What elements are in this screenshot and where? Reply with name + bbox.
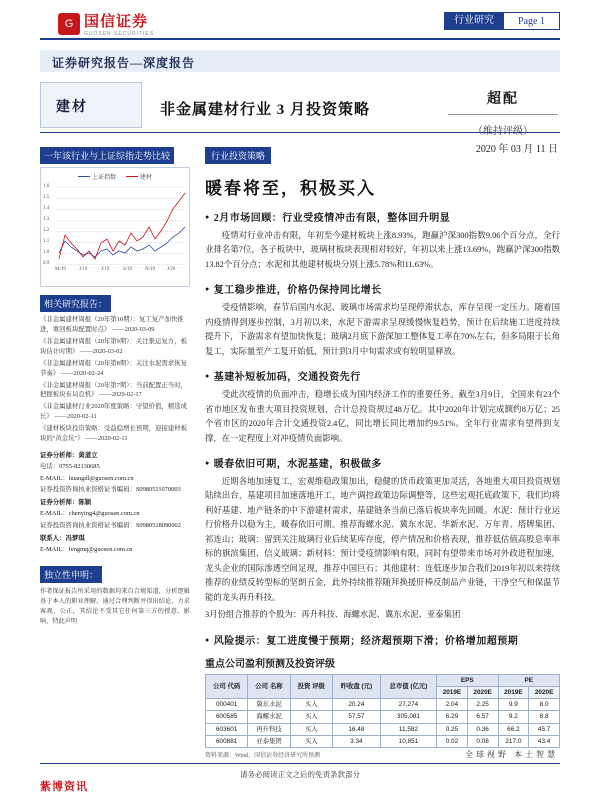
section-heading-4: ● 暖春依旧可期，水泥基建，积极做多 xyxy=(205,455,560,470)
cell-rating: 买入 xyxy=(290,699,332,711)
cell-code: 600585 xyxy=(206,711,248,723)
legend-item-sector xyxy=(126,172,152,181)
cell-mktcap: 27,274 xyxy=(380,699,436,711)
footer-rule xyxy=(40,763,560,764)
industry-label: 建材 xyxy=(56,100,88,115)
cell-pe19: 9.9 xyxy=(498,699,529,711)
chart-legend xyxy=(41,168,189,181)
cell-eps20: 0.36 xyxy=(467,723,498,735)
analyst-2-name: 证券分析师：陈颖 xyxy=(40,499,92,507)
title-rule xyxy=(40,132,560,133)
th-close: 昨收盘 (元) xyxy=(332,674,380,699)
cell-name: 亚泰集团 xyxy=(248,735,290,747)
cell-name: 再升科技 xyxy=(248,723,290,735)
analyst-1-email[interactable]: E-MAIL：huangdl@guosen.com.cn xyxy=(40,474,134,482)
cell-eps20: 6.57 xyxy=(467,711,498,723)
th-rating: 投资 评级 xyxy=(290,674,332,699)
th-eps-2020: 2020E xyxy=(467,686,498,698)
analyst-1-license: 证券投资咨询执业资格证书编码：S0980511070003 xyxy=(40,485,181,493)
logo-mark-icon: G xyxy=(58,13,80,35)
cell-pe20: 43.4 xyxy=(529,735,560,747)
chart-ytick-5: 1.1 xyxy=(43,239,50,244)
earnings-forecast-table xyxy=(205,674,560,749)
independence-text: 作者保证报告所采用的数据均来自合规渠道，分析逻辑基于本人的职业理解，通过合理判断并得出结论，力求客观、公正，其结论不受其它任何第三方的授意、影响，特此声明 xyxy=(40,588,190,626)
cell-eps19: 2.04 xyxy=(437,699,468,711)
cell-pe19: 9.2 xyxy=(498,711,529,723)
chart-ytick-4: 1.2 xyxy=(43,228,50,233)
cell-code: 600881 xyxy=(206,735,248,747)
cell-pe20: 8.8 xyxy=(529,711,560,723)
legend-line-icon xyxy=(78,176,90,177)
chart-ytick-7: 0.9 xyxy=(43,261,50,266)
related-report-item[interactable]: 《非金属建材行业2020年度策略：守望价值，精选成长》 ——2020-02-11 xyxy=(40,403,187,421)
cell-pe19: 66.2 xyxy=(498,723,529,735)
related-reports-list xyxy=(40,315,190,444)
analyst-block xyxy=(40,451,190,555)
related-report-item[interactable]: 《非金属建材周报（20年第7期）：当前配置正当时，把握板块布局良机》 ——2020-02-17 xyxy=(40,381,187,399)
cell-eps19: 0.02 xyxy=(437,735,468,747)
cell-eps19: 0.25 xyxy=(437,723,468,735)
analyst-2-email[interactable]: E-MAIL：chenying4@guosen.com.cn xyxy=(40,510,140,518)
header-page-number: Page 1 xyxy=(503,12,560,30)
chart-ytick-0: 1.6 xyxy=(43,184,50,189)
cell-rating: 买入 xyxy=(290,711,332,723)
company-logo xyxy=(58,10,154,37)
header-rule xyxy=(40,38,560,40)
footer-slogan: 全球视野 本土智慧 xyxy=(465,750,558,759)
table-row xyxy=(206,711,560,723)
cell-name: 冀东水泥 xyxy=(248,699,290,711)
chart-xtick-2: J/19 xyxy=(101,267,110,272)
cell-eps20: 2.25 xyxy=(467,699,498,711)
rating-value: 超配 xyxy=(487,92,519,107)
content-tag: 行业投资策略 xyxy=(205,147,271,164)
cell-rating: 买入 xyxy=(290,735,332,747)
legend-item-index xyxy=(78,172,116,181)
section-text-4b: 3月份组合推荐的个股为：再升科技、海螺水泥、冀东水泥、亚泰集团 xyxy=(205,610,461,620)
th-pe: PE xyxy=(498,674,559,686)
section-text-3: 受此次疫情的负面冲击，稳增长成为国内经济工作的重要任务。截至3月9日，全国来有23个省市地区发布重大项目投资规划，合计总投资规过48万亿。其中2020年计划完成额约8万亿；25个省市区的2020年合计交通投资2.4亿，同比增长同比增加约9.51%。全年行业需求有望得到支撑，在一定程度上对冲疫情负面影响。 xyxy=(205,390,560,443)
table-source: 资料来源：Wind、国信证券经济研究所预测 xyxy=(205,753,321,760)
cell-eps19: 6.29 xyxy=(437,711,468,723)
analyst-1-name: 证券分析师：黄道立 xyxy=(40,452,98,460)
chart-xtick-5: J/20 xyxy=(167,267,176,272)
chart-series-svg xyxy=(41,181,189,273)
footer-brand: 紫博资讯 xyxy=(40,781,88,793)
th-mktcap: 总市值 (亿元) xyxy=(380,674,436,699)
cell-mktcap: 11,582 xyxy=(380,723,436,735)
section-heading-3: ● 基建补短板加码，交通投资先行 xyxy=(205,368,560,383)
page-header xyxy=(0,0,600,42)
section-heading-1: ● 2月市场回顾：行业受疫情冲击有限，整体回升明显 xyxy=(205,209,560,224)
contact-email[interactable]: E-MAIL：fengmq@guosen.com.cn xyxy=(40,546,133,554)
contact-name: 联系人：冯梦琪 xyxy=(40,534,85,542)
cell-close: 20.24 xyxy=(332,699,380,711)
table-title: 重点公司盈利预测及投资评级 xyxy=(205,658,335,670)
logo-text-cn: 国信证券 xyxy=(84,13,149,30)
related-report-item[interactable]: 《非金属建材周报（20年第8期）：关注水泥需求恢复节奏》 ——2020-02-24 xyxy=(40,359,187,377)
th-eps: EPS xyxy=(437,674,498,686)
th-eps-2019: 2019E xyxy=(437,686,468,698)
chart-title: 一年该行业与上证综指走势比较 xyxy=(40,147,174,164)
cell-close: 3.34 xyxy=(332,735,380,747)
cell-rating: 买入 xyxy=(290,723,332,735)
cell-code: 603601 xyxy=(206,723,248,735)
th-name: 公司 名称 xyxy=(248,674,290,699)
main-content xyxy=(205,146,560,759)
table-row xyxy=(206,735,560,747)
rating-subtext: （维持评级） xyxy=(473,126,533,137)
chart-xtick-1: J/19 xyxy=(79,267,88,272)
cell-name: 海螺水泥 xyxy=(248,711,290,723)
related-report-item[interactable]: 《建材板块投资策略：受益稳增长预期，迎接建材板块的"黄金坑"》 ——2020-02-11 xyxy=(40,425,187,443)
cell-eps20: 0.08 xyxy=(467,735,498,747)
chart-xtick-3: S/19 xyxy=(123,267,133,272)
table-row xyxy=(206,723,560,735)
page-title: 非金属建材行业 3 月投资策略 xyxy=(160,102,371,118)
chart-ytick-1: 1.5 xyxy=(43,195,50,200)
th-pe-2020: 2020E xyxy=(529,686,560,698)
trend-chart xyxy=(40,167,190,287)
related-report-item[interactable]: 《非金属建材周报（20年第9期）：关注集运复方，板块估计时期》 ——2020-03-02 xyxy=(40,337,187,355)
section-text-2: 受疫情影响，春节后国内水泥、玻璃市场需求均呈现停滞状态，库存呈现一定压力。随着国内疫情得到逐步控制，3月初以来，水泥下游需求呈现缓慢恢复趋势，预计在后续施工进度持续提升下，下游需求有望加快恢复；玻璃2月底下游深加工整体复工率在70%左右，但多局限于长角复工，实际量至产工复开始低，预计到3月中旬需求或有较明显释放。 xyxy=(205,303,560,356)
related-report-item[interactable]: 《非金属建材周报（20年第10期）：复工复产加快推进，重回板块配置时点》 ——2020-03-09 xyxy=(40,316,184,333)
legend-line-red-icon xyxy=(126,176,138,177)
header-category-tag: 行业研究 xyxy=(444,12,504,30)
rating-sub-block xyxy=(448,118,558,137)
report-date: 2020 年 03 月 11 日 xyxy=(475,144,558,155)
chart-plot-area xyxy=(41,181,189,273)
header-tags xyxy=(444,12,560,30)
independence-heading: 独立性申明： xyxy=(40,566,102,583)
headline: 暖春将至，积极买入 xyxy=(205,179,376,198)
logo-text-en: GUOSEN SECURITIES xyxy=(84,31,155,37)
cell-code: 000401 xyxy=(206,699,248,711)
table-row xyxy=(206,699,560,711)
chart-ytick-3: 1.3 xyxy=(43,217,50,222)
cell-mktcap: 305,081 xyxy=(380,711,436,723)
th-code: 公司 代码 xyxy=(206,674,248,699)
chart-xtick-4: N/19 xyxy=(145,267,155,272)
legend-label-index: 上证指数 xyxy=(91,175,116,181)
analyst-2-license: 证券投资咨询执业资格证书编码：S0980518090002 xyxy=(40,521,181,529)
rating-block xyxy=(448,88,558,108)
section-text-4: 近期各地加速复工，宏观维稳政策加出，稳健的货币政策更加灵活，各地重大项目投资规划陆续出台，基建项目加速落地开工，地产调控政策边际调整等，这些宏观托底政策下，我们均将利好基建、地产链条的中下游建材需求，基建链条当前已落后板块率先回暖。水泥：预计行业运行价格升以稳为主，暖春依旧可期。推荐海螺水泥、冀东水泥、华新水泥、万年青、塔牌集团、祁连山；玻璃：留到关注玻璃行业后续某库存度，停产情况和价格表现，推荐低估值高股息率率标的旗滨集团、信义玻璃；新材料：预计受疫情影响有限，同时有望带来市场对外政进程加速，龙头企业的国际渗透空间足现，推荐中国巨石；其他建材：连低逐步加合我们2019年初以来持续推荐的业绩反转型标的坚朗五金，此外持续推荐随拜换援肝棒反制品产业链，干净空气和保温节能的龙头再升科技。 xyxy=(205,476,560,602)
cell-close: 16.48 xyxy=(332,723,380,735)
footer-note: 请务必阅读正文之后的免责条款部分 xyxy=(240,770,360,779)
cell-pe20: 45.7 xyxy=(529,723,560,735)
cell-close: 57.57 xyxy=(332,711,380,723)
section-heading-2: ● 复工稳步推进，价格仍保持同比增长 xyxy=(205,281,560,296)
th-pe-2019: 2019E xyxy=(498,686,529,698)
chart-ytick-6: 1.0 xyxy=(43,250,50,255)
chart-ytick-2: 1.4 xyxy=(43,206,50,211)
section-heading-5: ● 风险提示：复工进度慢于预期；经济超预期下滑；价格增加超预期 xyxy=(205,632,560,647)
sidebar xyxy=(40,146,190,627)
related-reports-heading: 相关研究报告： xyxy=(40,295,111,312)
legend-label-sector: 建材 xyxy=(140,175,153,181)
report-type-label: 证券研究报告—深度报告 xyxy=(52,56,196,70)
cell-mktcap: 10,851 xyxy=(380,735,436,747)
cell-pe19: 217.0 xyxy=(498,735,529,747)
rating-divider xyxy=(448,114,558,115)
chart-xtick-0: M/19 xyxy=(55,267,66,272)
cell-pe20: 8.0 xyxy=(529,699,560,711)
section-text-1: 疫情对行业冲击有限，年初至今建材板块上涨8.93%，跑赢沪深300指数9.06个百分点，全行业排名第7位，各子板块中，玻璃材板块表现相对较好，年初以来上涨13.69%，跑赢沪深300指数13.82个百分点；水泥和其他建材板块分别上涨5.78%和11.63%。 xyxy=(205,231,560,269)
analyst-1-phone: 电话：0755-82130685 xyxy=(40,463,100,471)
